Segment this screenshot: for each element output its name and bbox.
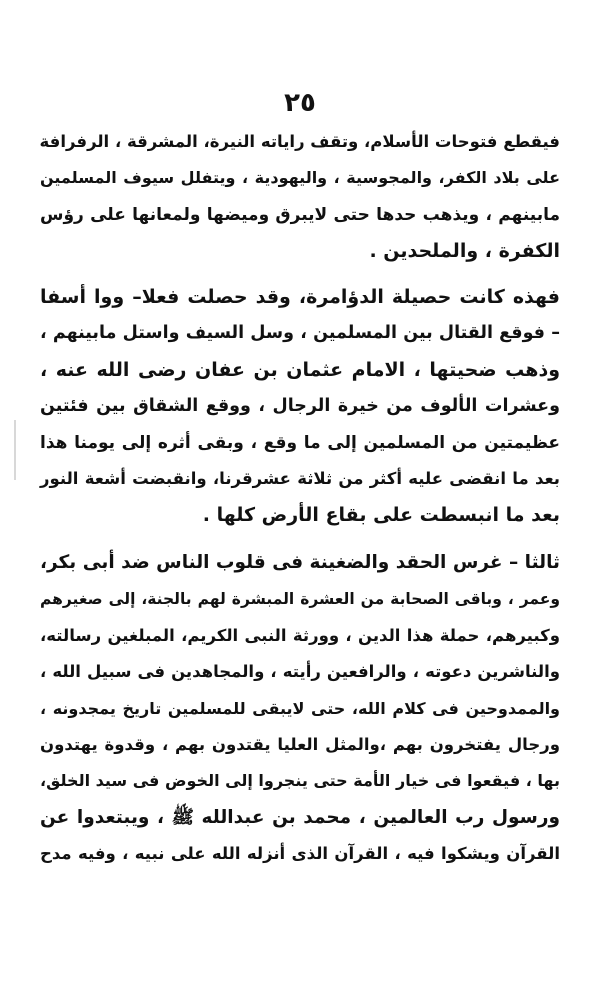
text-line: الكفرة ، والملحدين . — [369, 240, 560, 263]
text-line: فيقطع فتوحات الأسلام، وتقف راياته النيرة، المشرقة ، الرفرافة — [39, 132, 560, 151]
paragraph-3 — [40, 545, 560, 873]
text-line: عظيمتين من المسلمين إلى ما وقع ، وبقى أثره إلى يومنا هذا — [40, 432, 560, 453]
text-line: مابينهم ، ويذهب حدها حتى لايبرق وميضها ولمعانها على رؤس — [40, 204, 560, 225]
text-line: – فوقع القتال بين المسلمين ، وسل السيف واستل مابينهم ، — [40, 323, 560, 344]
text-line: بعد ما انبسطت على بقاع الأرض كلها . — [202, 504, 560, 527]
text-line: ورسول رب العالمين ، محمد بن عبدالله ﷺ ، ويبتعدوا عن — [40, 806, 560, 828]
text-line: القرآن ويشكوا فيه ، القرآن الذى أنزله الله على نبيه ، وفيه مدح — [40, 844, 560, 864]
text-line: والناشرين دعوته ، والرافعين رأيته ، والمجاهدين فى سبيل الله ، — [40, 662, 560, 682]
text-line: فهذه كانت حصيلة الدؤامرة، وقد حصلت فعلا– ووا أسفا — [40, 286, 560, 308]
text-line: ثالثا – غرس الحقد والضغينة فى قلوب الناس ضد أبى بكر، — [40, 552, 560, 573]
text-line: وكبيرهم، حملة هذا الدين ، وورثة النبى الكريم، المبلغين رسالته، — [40, 625, 560, 645]
text-line: على بلاد الكفر، والمجوسية ، واليهودية ، ويتفلل سيوف المسلمين — [40, 168, 560, 188]
text-line: وعشرات الألوف من خيرة الرجال ، ووقع الشقاق بين فئتين — [40, 396, 560, 417]
paragraph-2 — [40, 279, 560, 534]
page-number: ٢٥ — [284, 88, 316, 118]
text-line: وذهب ضحيتها ، الامام عثمان بن عفان رضى الله عنه ، — [40, 358, 560, 381]
scan-edge-mark — [14, 420, 16, 480]
text-line: وعمر ، وباقى الصحابة من العشرة المبشرة لهم بالجنة، إلى صغيرهم — [40, 590, 560, 609]
text-line: بعد ما انقضى عليه أكثر من ثلاثة عشرقرنا، وانقبضت أشعة النور — [40, 468, 560, 488]
paragraph-1 — [40, 124, 560, 270]
text-line: بها ، فيقعوا فى خيار الأمة حتى ينجروا إلى الخوض فى سيد الخلق، — [40, 771, 560, 791]
text-line: ورجال يفتخرون بهم ،والمثل العليا يقتدون بهم ، وقدوة يهتدون — [40, 734, 560, 754]
text-line: والممدوحين فى كلام الله، حتى لايبقى للمسلمين تاريخ يمجدونه ، — [40, 698, 560, 718]
